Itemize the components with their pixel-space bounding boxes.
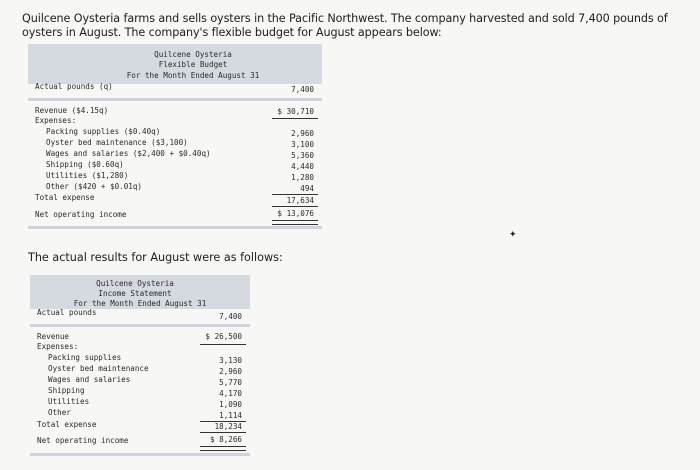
revenue-value: $ 26,500 (205, 332, 242, 341)
expense-item-value: 5,770 (219, 378, 242, 387)
expense-item-label: Utilities ($1,280) (46, 171, 129, 180)
expense-item-label: Wages and salaries ($2,400 + $0.40q) (46, 149, 211, 158)
total-underline (200, 432, 246, 433)
revenue-underline (272, 118, 318, 119)
expense-item-value: 2,960 (291, 129, 314, 138)
expense-item-label: Other ($420 + $0.01q) (46, 182, 143, 191)
expense-item-value: 494 (300, 184, 314, 193)
net-operating-income-value: $ 8,266 (209, 435, 242, 444)
revenue-label: Revenue (37, 332, 70, 341)
actual-pounds-label: Actual pounds (q) (35, 82, 113, 91)
expenses-underline (272, 194, 318, 195)
actual-pounds-label: Actual pounds (37, 308, 97, 317)
net-double-underline (200, 446, 246, 451)
statement-title: Flexible Budget (158, 60, 228, 69)
period-label: For the Month Ended August 31 (126, 71, 260, 80)
expense-item-label: Packing supplies (48, 353, 122, 362)
total-expense-value: 17,634 (286, 196, 314, 205)
company-name: Quilcene Oysteria (154, 50, 232, 59)
total-expense-label: Total expense (35, 193, 95, 202)
expenses-label: Expenses: (35, 116, 77, 125)
actual-results-intro: The actual results for August were as follows: (28, 251, 283, 264)
expense-item-label: Utilities (48, 397, 90, 406)
revenue-underline (200, 344, 246, 345)
income-statement-table (30, 275, 250, 460)
expense-item-label: Other (48, 408, 71, 417)
total-expense-value: 18,234 (214, 422, 242, 431)
expense-item-value: 5,360 (291, 151, 314, 160)
expense-item-label: Wages and salaries (48, 375, 131, 384)
header-divider (28, 98, 322, 101)
net-operating-income-label: Net operating income (35, 210, 127, 219)
net-operating-income-value: $ 13,076 (277, 209, 314, 218)
expense-item-label: Shipping ($0.60q) (46, 160, 124, 169)
expense-item-value: 4,170 (219, 389, 242, 398)
expense-item-label: Packing supplies ($0.40q) (46, 127, 161, 136)
total-underline (272, 206, 318, 207)
expense-item-value: 3,130 (219, 356, 242, 365)
company-name: Quilcene Oysteria (96, 279, 174, 288)
period-label: For the Month Ended August 31 (73, 299, 207, 308)
expense-item-value: 1,114 (219, 411, 242, 420)
expense-item-label: Oyster bed maintenance ($3,100) (46, 138, 188, 147)
statement-title: Income Statement (98, 289, 172, 298)
expense-item-label: Shipping (48, 386, 85, 395)
header-divider (30, 324, 250, 327)
table-bottom-bar (30, 453, 250, 456)
table-bottom-bar (28, 226, 322, 229)
revenue-value: $ 30,710 (277, 107, 314, 116)
revenue-label: Revenue ($4.15q) (35, 106, 109, 115)
actual-pounds-value: 7,400 (291, 85, 314, 94)
intro-paragraph: Quilcene Oysteria farms and sells oysters in the Pacific Northwest. The company harvested and sold 7,400 pounds of oysters in August. The company's flexible budget for August appears below: (22, 12, 668, 39)
expense-item-value: 3,100 (291, 140, 314, 149)
net-double-underline (272, 220, 318, 225)
expense-item-value: 1,280 (291, 173, 314, 182)
net-operating-income-label: Net operating income (37, 436, 129, 445)
expense-item-value: 4,440 (291, 162, 314, 171)
expense-item-label: Oyster bed maintenance (48, 364, 149, 373)
cursor-pointer-icon: ✦ (509, 230, 517, 240)
expenses-label: Expenses: (37, 342, 79, 351)
expense-item-value: 1,090 (219, 400, 242, 409)
flexible-budget-table (28, 44, 322, 234)
total-expense-label: Total expense (37, 420, 97, 429)
expense-item-value: 2,960 (219, 367, 242, 376)
actual-pounds-value: 7,400 (219, 312, 242, 321)
